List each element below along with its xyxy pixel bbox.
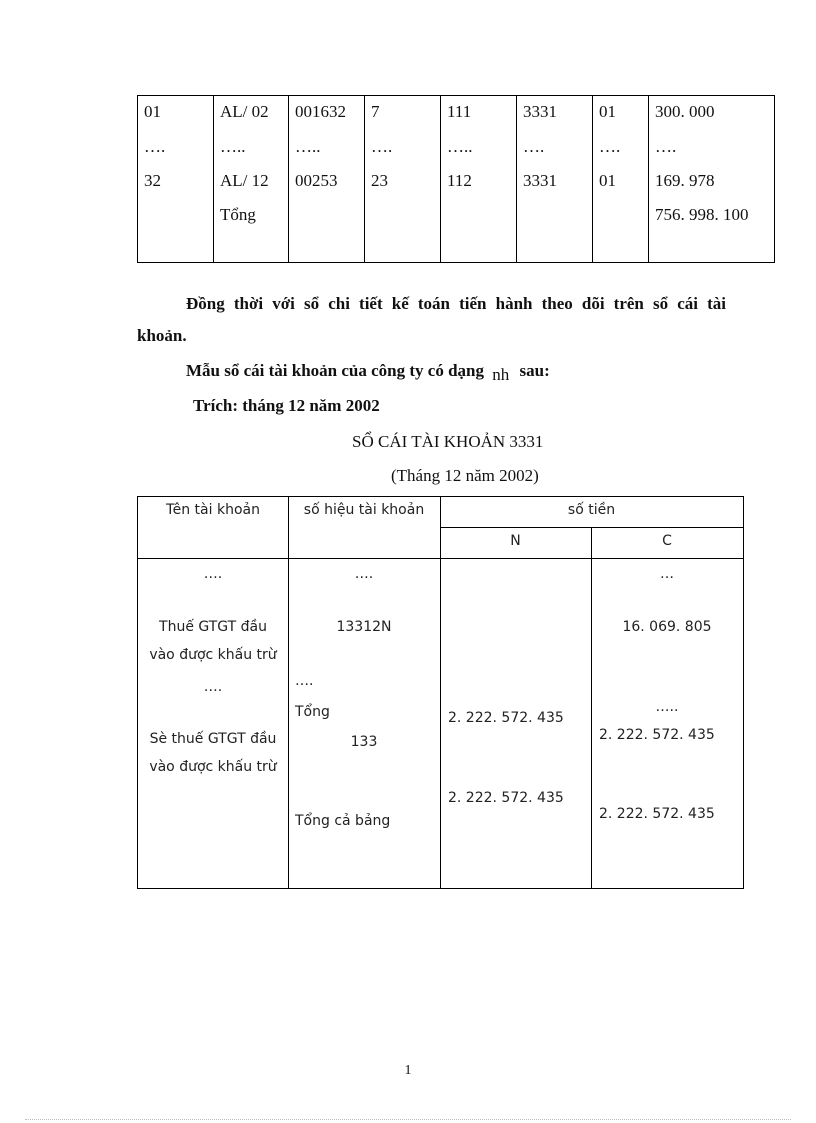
table-column <box>517 96 593 262</box>
table-cell: AL/ 12 <box>220 171 269 190</box>
table-cell: Tổng <box>220 205 256 224</box>
table-cell: Tổng <box>295 704 330 720</box>
table-column <box>289 96 365 262</box>
table-cell: AL/ 02 <box>220 102 269 121</box>
table-cell: 300. 000 <box>655 102 715 121</box>
table-cell: ….. <box>220 137 246 156</box>
table-cell: …. <box>354 566 374 582</box>
ledger-subtitle: (Tháng 12 năm 2002) <box>391 466 539 485</box>
table-cell: 001632 <box>295 102 346 121</box>
header-account-name: Tên tài khoản <box>166 502 260 518</box>
table-column <box>365 96 441 262</box>
page-bottom-divider <box>25 1119 791 1120</box>
table-column <box>214 96 289 262</box>
table-cell: 23 <box>371 171 388 190</box>
table-cell: …. <box>203 566 223 582</box>
table-cell: 3331 <box>523 102 557 121</box>
table-cell: …. <box>371 137 393 156</box>
table-cell: 16. 069. 805 <box>622 619 712 635</box>
table-cell: 3331 <box>523 171 557 190</box>
paragraph-text: Mẫu sổ cái tài khoản của công ty có dạng <box>186 361 484 380</box>
table-cell: 112 <box>447 171 472 190</box>
table-cell: 7 <box>371 102 380 121</box>
table-cell: 13312N <box>336 619 392 635</box>
table-cell: 111 <box>447 102 472 121</box>
paragraph-text: sau: <box>519 361 550 380</box>
table-cell: Tổng cả bảng <box>295 813 391 829</box>
table-column <box>441 96 517 262</box>
table-cell: …. <box>655 137 677 156</box>
table-cell: 2. 222. 572. 435 <box>599 806 715 822</box>
column-divider <box>288 497 289 888</box>
table-column <box>138 96 214 262</box>
table-cell: 2. 222. 572. 435 <box>599 727 715 743</box>
header-credit: C <box>662 533 672 549</box>
table-cell: ….. <box>295 137 321 156</box>
table-cell: …. <box>203 679 223 695</box>
paragraph-text: nh <box>492 365 510 384</box>
ledger-title: SỔ CÁI TÀI KHOẢN 3331 <box>352 432 544 451</box>
table-cell: …. <box>144 137 166 156</box>
table-column <box>649 96 775 262</box>
table-cell: 756. 998. 100 <box>655 205 749 224</box>
table-cell: 01 <box>599 102 616 121</box>
transactions-table <box>137 95 775 263</box>
table-cell: 169. 978 <box>655 171 715 190</box>
paragraph-line: Trích: tháng 12 năm 2002 <box>193 396 380 415</box>
table-cell: 2. 222. 572. 435 <box>448 710 564 726</box>
row-divider <box>138 558 743 559</box>
table-cell: 133 <box>350 734 378 750</box>
table-cell: 32 <box>144 171 161 190</box>
page-number: 1 <box>404 1063 412 1078</box>
table-cell: 00253 <box>295 171 338 190</box>
table-cell: 01 <box>599 171 616 190</box>
table-cell: 01 <box>144 102 161 121</box>
table-cell: ….. <box>655 699 679 715</box>
header-amount: số tiền <box>567 502 616 518</box>
paragraph-line <box>186 361 550 384</box>
table-cell: 2. 222. 572. 435 <box>448 790 564 806</box>
table-cell: Sè thuế GTGT đầu <box>149 731 277 747</box>
column-divider <box>440 497 441 888</box>
row-divider <box>440 527 743 528</box>
table-cell: …. <box>295 673 314 689</box>
table-cell: ….. <box>447 137 473 156</box>
table-cell: vào được khấu trừ <box>149 759 277 775</box>
paragraph-line: Đồng thời với sổ chi tiết kế toán tiến hành theo dõi trên sổ cái tài <box>186 294 726 313</box>
table-cell: …. <box>523 137 545 156</box>
table-cell: vào được khấu trừ <box>149 647 277 663</box>
header-account-number: số hiệu tài khoản <box>303 502 425 518</box>
table-cell: … <box>660 566 674 582</box>
table-column <box>593 96 649 262</box>
header-debit: N <box>510 533 521 549</box>
table-cell: Thuế GTGT đầu <box>159 619 267 635</box>
table-cell: …. <box>599 137 621 156</box>
paragraph-line: khoản. <box>137 326 187 345</box>
ledger-table <box>137 496 744 889</box>
